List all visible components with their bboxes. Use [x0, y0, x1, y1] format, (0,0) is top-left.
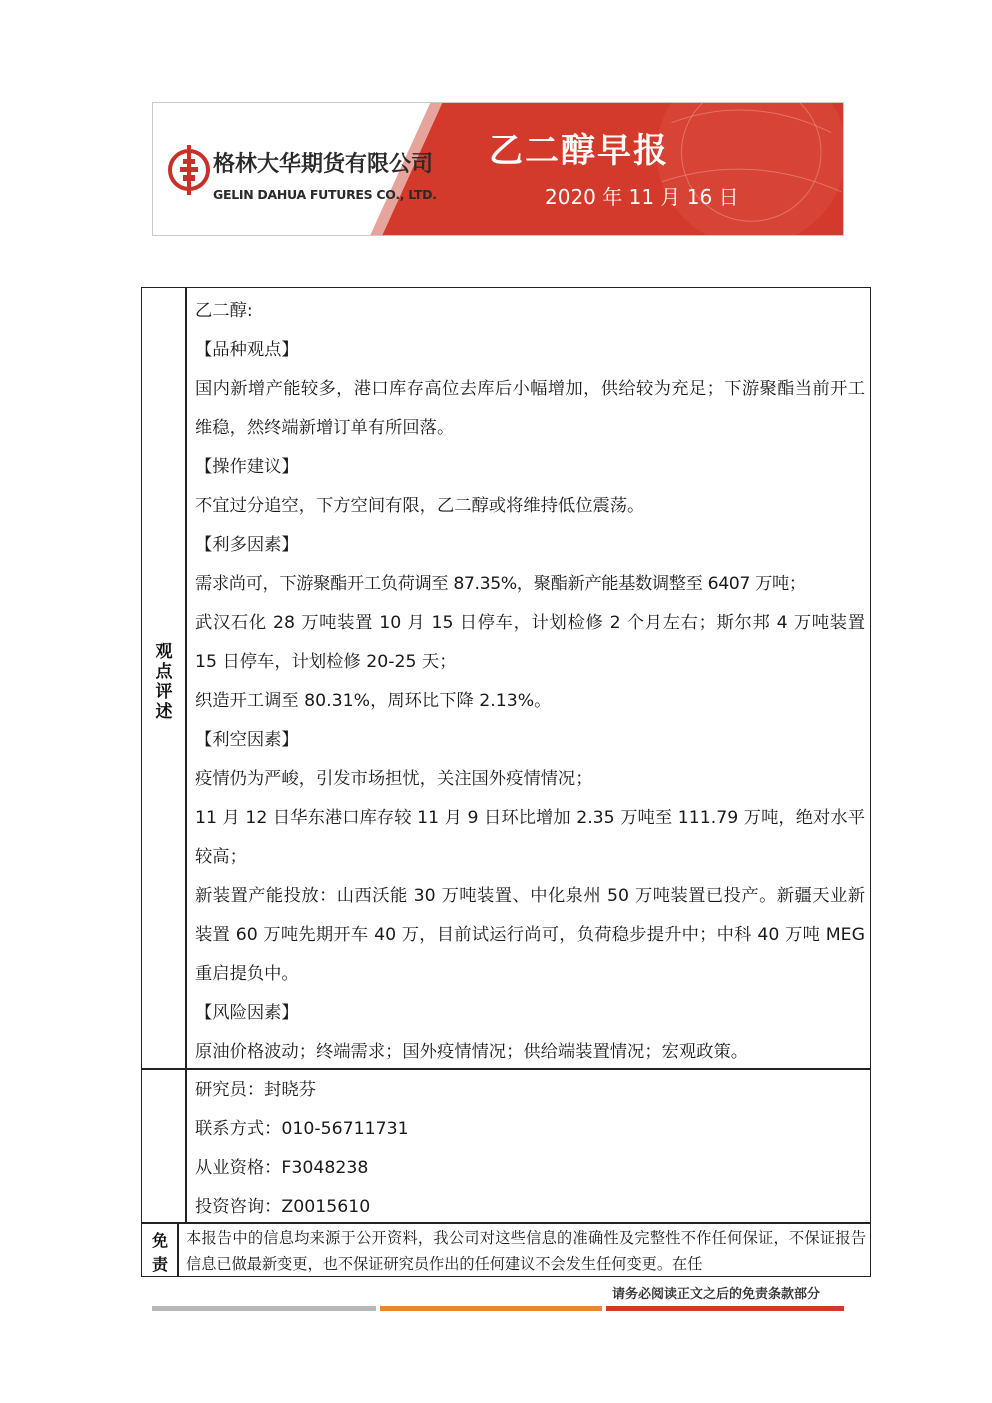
section-heading-view: 【品种观点】 — [195, 340, 299, 360]
footer-bar-red — [606, 1306, 844, 1311]
bearish-item: 疫情仍为严峻，引发市场担忧，关注国外疫情情况； — [195, 769, 593, 789]
report-date: 2020 年 11 月 16 日 — [545, 185, 739, 209]
disclaimer — [186, 1225, 866, 1277]
report-header-banner — [152, 102, 844, 236]
disclaimer-label: 免责 — [151, 1231, 168, 1274]
bullish-item: 武汉石化 28 万吨装置 10 月 15 日停车，计划检修 2 个月左右；斯尔邦 4 万吨装置 15 日停车，计划检修 20-25 天； — [195, 613, 865, 672]
report-title: 乙二醇早报 — [489, 131, 669, 171]
bullish-item: 织造开工调至 80.31%，周环比下降 2.13%。 — [195, 691, 552, 711]
researcher-contact — [195, 1071, 865, 1227]
section-heading-bearish: 【利空因素】 — [195, 730, 299, 750]
section-label-commentary: 观点评述 — [155, 642, 173, 722]
bearish-item: 新装置产能投放：山西沃能 30 万吨装置、中化泉州 50 万吨装置已投产。新疆天业新装置 60 万吨先期开车 40 万，目前试运行尚可，负荷稳步提升中；中科 40 万吨 MEG 重启提负中。 — [195, 886, 865, 984]
gelin-dahua-emblem-icon — [167, 137, 215, 203]
section-heading-bullish: 【利多因素】 — [195, 535, 299, 555]
footer-bar-orange — [380, 1306, 602, 1311]
risk-paragraph: 原油价格波动；终端需求；国外疫情情况；供给端装置情况；宏观政策。 — [195, 1042, 749, 1062]
commentary-content — [195, 292, 865, 1072]
advice-paragraph: 不宜过分追空，下方空间有限，乙二醇或将维持低位震荡。 — [195, 496, 645, 516]
view-paragraph: 国内新增产能较多，港口库存高位去库后小幅增加，供给较为充足；下游聚酯当前开工维稳，然终端新增订单有所回落。 — [195, 379, 865, 438]
disclaimer-column-divider — [177, 1223, 179, 1277]
researcher-advisory-id: 投资咨询：Z0015610 — [195, 1197, 371, 1217]
company-name-en: GELIN DAHUA FUTURES CO., LTD. — [213, 187, 437, 202]
company-name-cn: 格林大华期货有限公司 — [213, 152, 434, 177]
researcher-phone: 联系方式：010-56711731 — [195, 1119, 409, 1139]
product-heading: 乙二醇: — [195, 301, 253, 321]
researcher-name: 研究员：封晓芬 — [195, 1080, 316, 1100]
table-column-divider — [185, 287, 187, 1223]
disclaimer-text: 本报告中的信息均来源于公开资料，我公司对这些信息的准确性及完整性不作任何保证，不保证报告信息已做最新变更，也不保证研究员作出的任何建议不会发生任何变更。在任 — [186, 1229, 866, 1273]
section-heading-advice: 【操作建议】 — [195, 457, 299, 477]
footer-bar-gray — [152, 1306, 376, 1311]
footer-note: 请务必阅读正文之后的免责条款部分 — [612, 1287, 821, 1302]
bullish-item: 需求尚可，下游聚酯开工负荷调至 87.35%，聚酯新产能基数调整至 6407 万吨； — [195, 574, 806, 594]
bearish-item: 11 月 12 日华东港口库存较 11 月 9 日环比增加 2.35 万吨至 111.79 万吨，绝对水平较高； — [195, 808, 865, 867]
section-heading-risk: 【风险因素】 — [195, 1003, 299, 1023]
researcher-qualification: 从业资格：F3048238 — [195, 1158, 369, 1178]
